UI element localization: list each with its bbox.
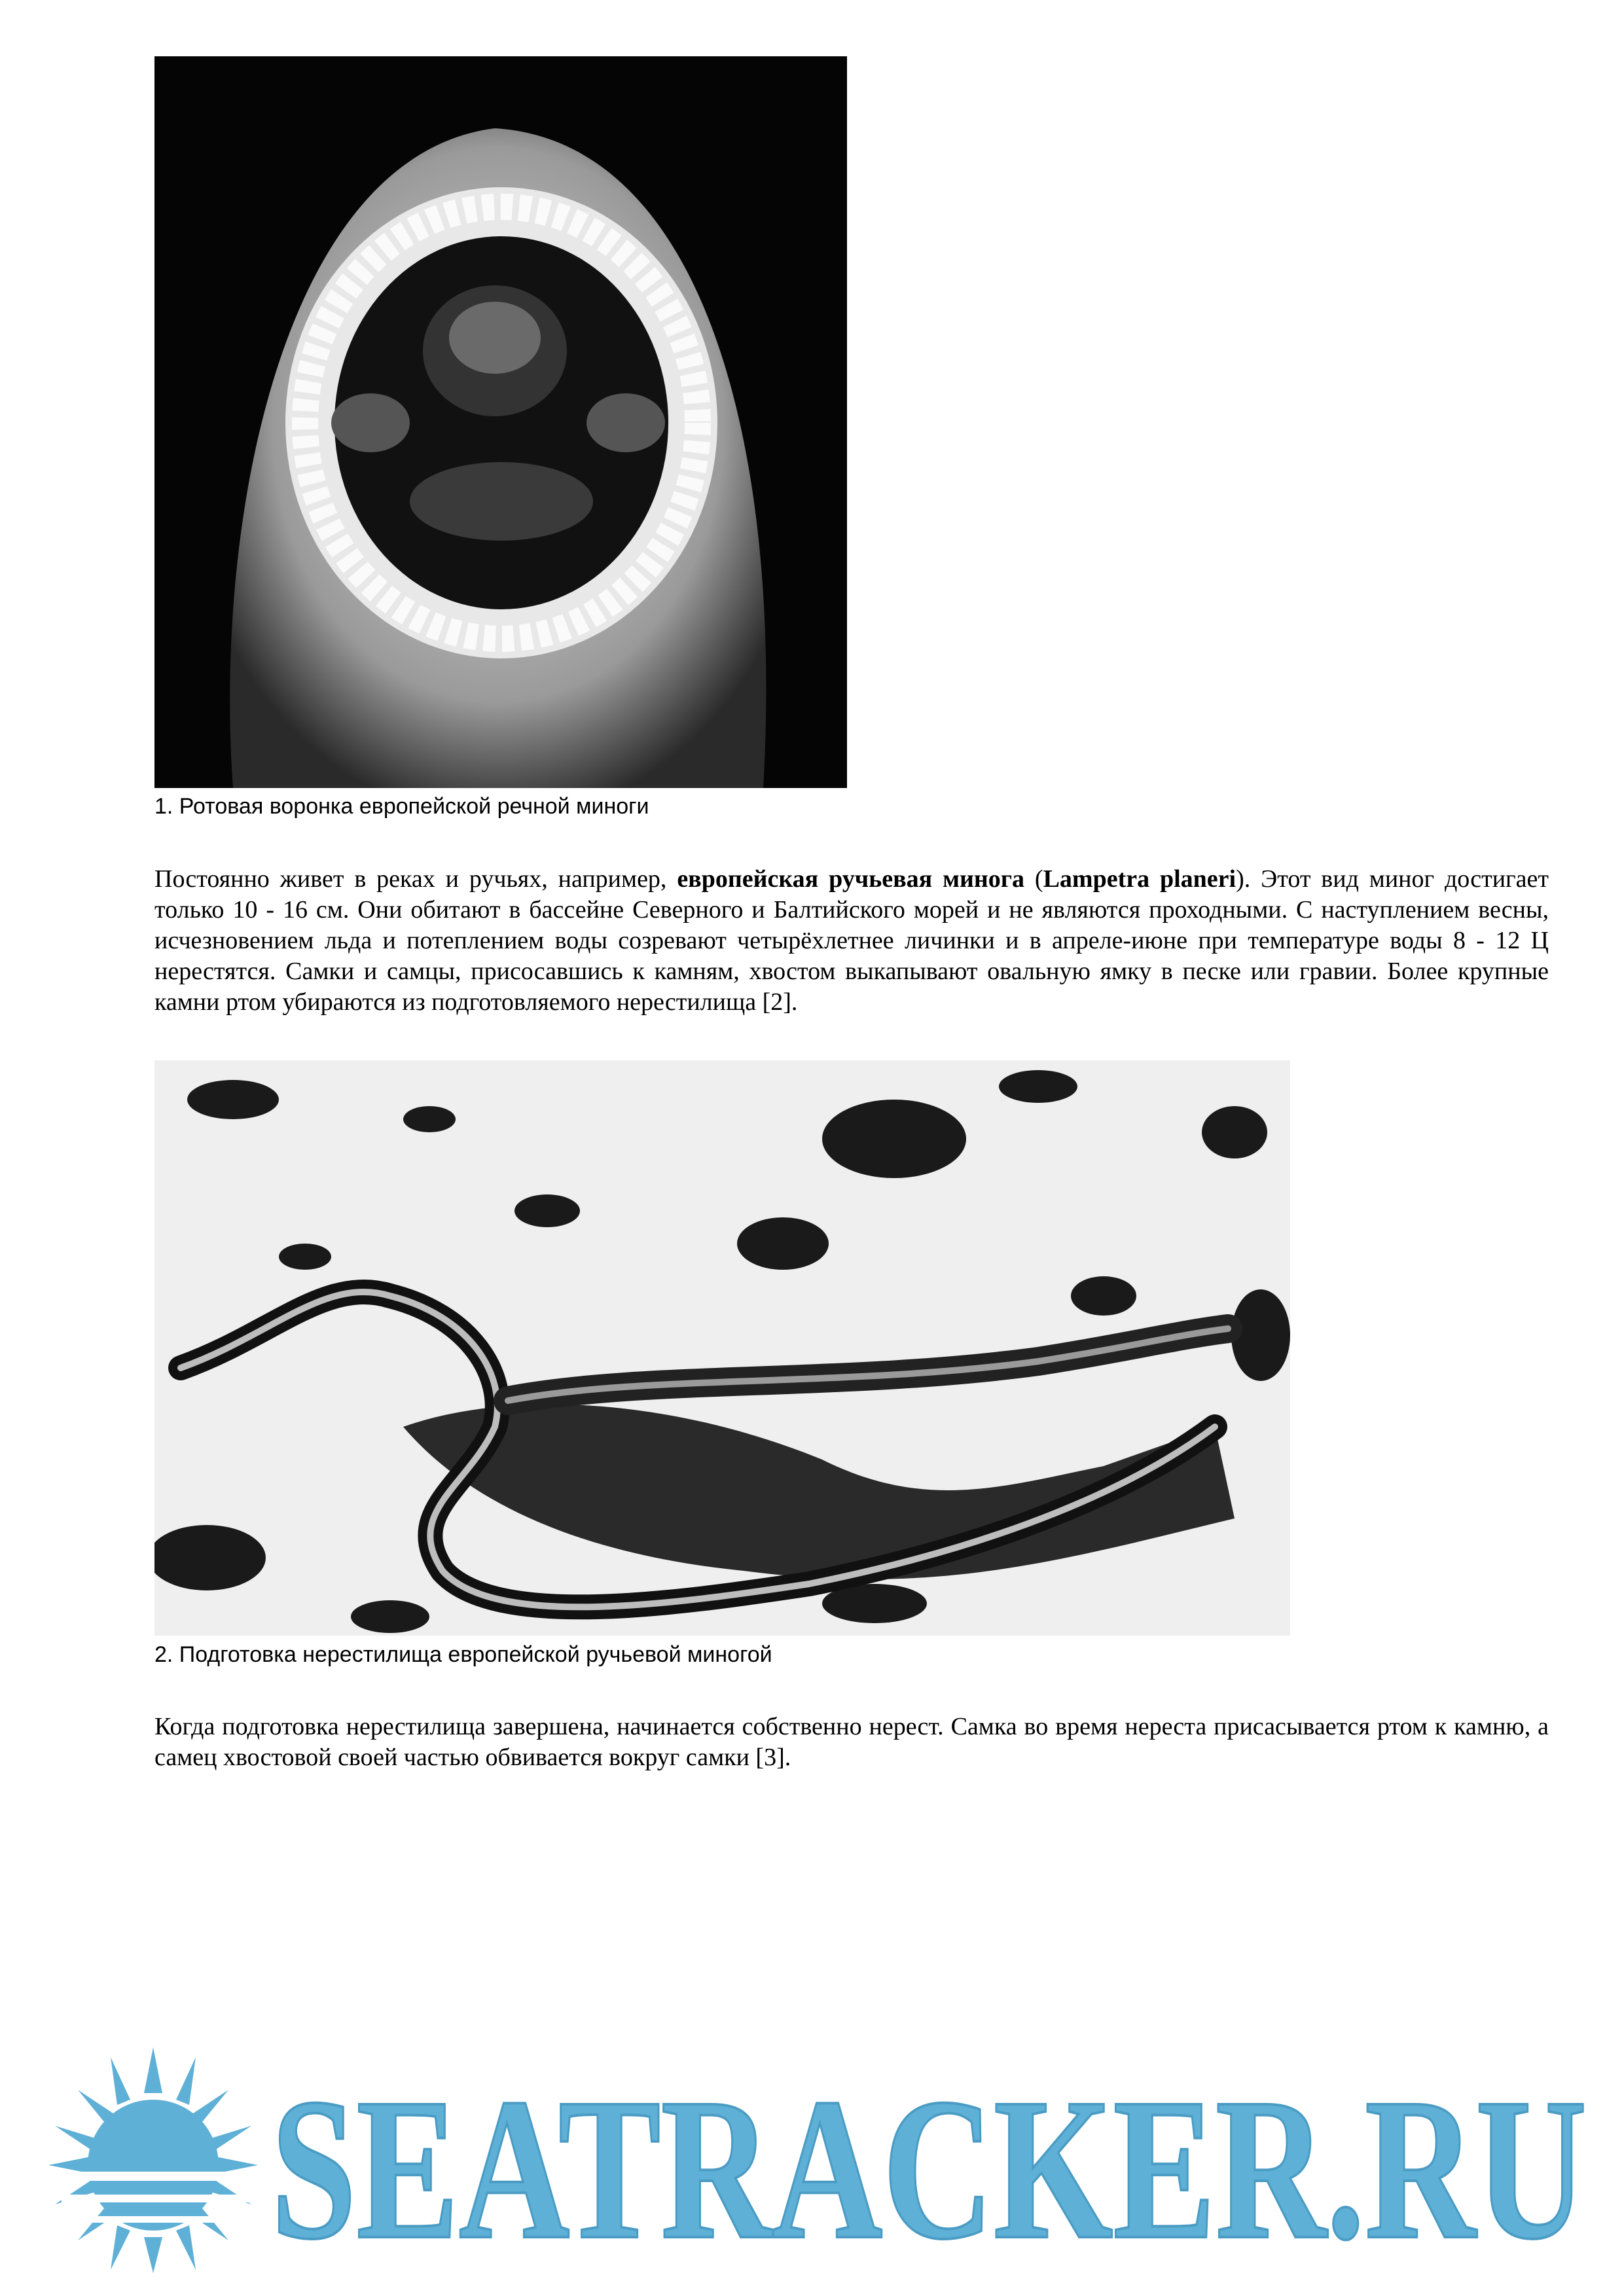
lamprey-mouth-photo [154,56,847,788]
species-latin-name: Lampetra planeri [1043,865,1236,893]
figure-2-caption: 2. Подготовка нерестилища европейской ручьевой миногой [154,1642,772,1667]
paragraph-1-text-end: ). Этот вид миног достигает только 10 - 16 см. Они обитают в бассейне Северного и Балтийского морей и не являются проходными. С наступлением весны, исчезновением льда и потеплением воды созревают четырёхлетнее личинки и в апреле-июне при температуре воды 8 - 12 Ц нерестятся. Самки и самцы, присосавшись к камням, хвостом выкапывают овальную ямку в песке или гравии. Более крупные камни ртом убираются из подготовляемого нерестилища [2]. [154,865,1549,1016]
spawning-nest-photo [154,1060,1290,1636]
paragraph-1-text-middle: ( [1024,865,1043,893]
figure-1-caption: 1. Ротовая воронка европейской речной миноги [154,794,649,819]
paragraph-1 [154,864,1549,1018]
paragraph-1-text-start: Постоянно живет в реках и ручьях, например, [154,865,677,893]
species-common-name: европейская ручьевая минога [677,865,1025,893]
sun-over-sea-icon [48,2047,258,2273]
paragraph-2: Когда подготовка нерестилища завершена, начинается собственно нерест. Самка во время нереста присасывается ртом к камню, а самец хвостовой своей частью обвивается вокруг самки [3]. [154,1713,1549,1771]
logo-text: SEATRACKER.RU [271,2057,1587,2273]
seatracker-logo [48,2047,1600,2273]
